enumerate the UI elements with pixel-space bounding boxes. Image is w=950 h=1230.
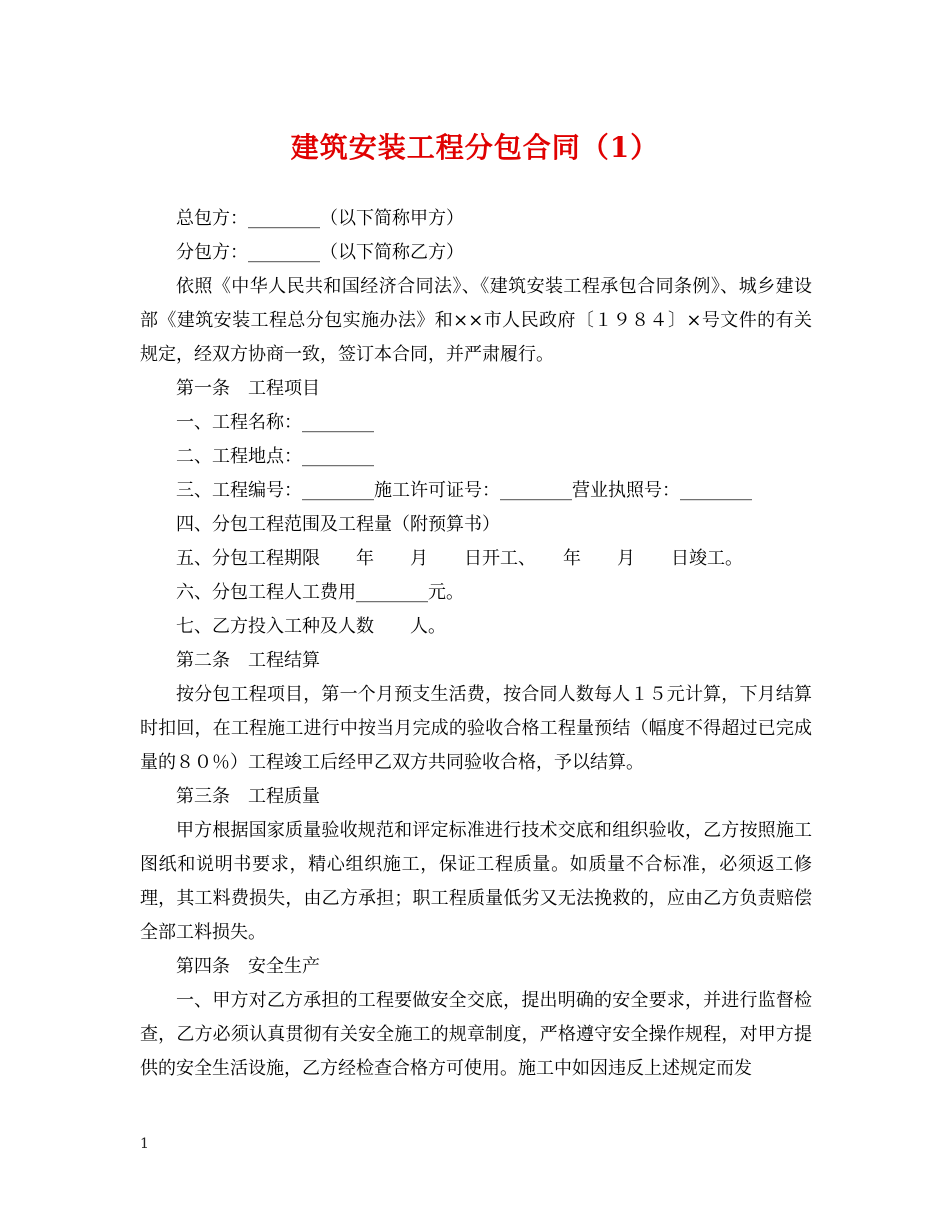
article-1-heading: 第一条 工程项目 [176, 378, 320, 399]
paragraph-general-contractor: 总包方：________（以下简称甲方） [176, 208, 464, 229]
paragraph-project-numbers: 三、工程编号：________施工许可证号：________营业执照号：________ [176, 480, 752, 501]
paragraph-safety: 一、甲方对乙方承担的工程要做安全交底，提出明确的安全要求，并进行监督检查，乙方必须认真贯彻有关安全施工的规章制度，严格遵守安全操作规程，对甲方提供的安全生活设施，乙方经检查合格方可使用。施工中如因违反上述规定而发 [140, 990, 812, 1079]
paragraph-labor-cost: 六、分包工程人工费用________元。 [176, 582, 464, 603]
article-3-heading: 第三条 工程质量 [176, 786, 320, 807]
paragraph-settlement: 按分包工程项目，第一个月预支生活费，按合同人数每人１５元计算，下月结算时扣回，在工程施工进行中按当月完成的验收合格工程量预结（幅度不得超过已完成量的８０％）工程竣工后经甲乙双方共同验收合格，予以结算。 [140, 684, 812, 773]
paragraph-subcontractor: 分包方：________（以下简称乙方） [176, 242, 464, 263]
paragraph-workers: 七、乙方投入工种及人数 人。 [176, 616, 446, 637]
document-body [140, 202, 812, 1086]
article-4-heading: 第四条 安全生产 [176, 956, 320, 977]
paragraph-scope: 四、分包工程范围及工程量（附预算书） [176, 514, 500, 535]
paragraph-legal-basis: 依照《中华人民共和国经济合同法》、《建筑安装工程承包合同条例》、城乡建设部《建筑安装工程总分包实施办法》和××市人民政府〔１９８４〕×号文件的有关规定，经双方协商一致，签订本合同，并严肃履行。 [140, 276, 812, 365]
article-2-heading: 第二条 工程结算 [176, 650, 320, 671]
paragraph-project-name: 一、工程名称：________ [176, 412, 374, 433]
document-title: 建筑安装工程分包合同（1） [290, 131, 660, 164]
paragraph-project-location: 二、工程地点：________ [176, 446, 374, 467]
page-number: 1 [140, 1136, 149, 1152]
paragraph-duration: 五、分包工程期限 年 月 日开工、 年 月 日竣工。 [176, 548, 743, 569]
paragraph-quality: 甲方根据国家质量验收规范和评定标准进行技术交底和组织验收，乙方按照施工图纸和说明书要求，精心组织施工，保证工程质量。如质量不合标准，必须返工修理，其工料费损失，由乙方承担；职工程质量低劣又无法挽救的，应由乙方负责赔偿全部工料损失。 [140, 820, 812, 943]
